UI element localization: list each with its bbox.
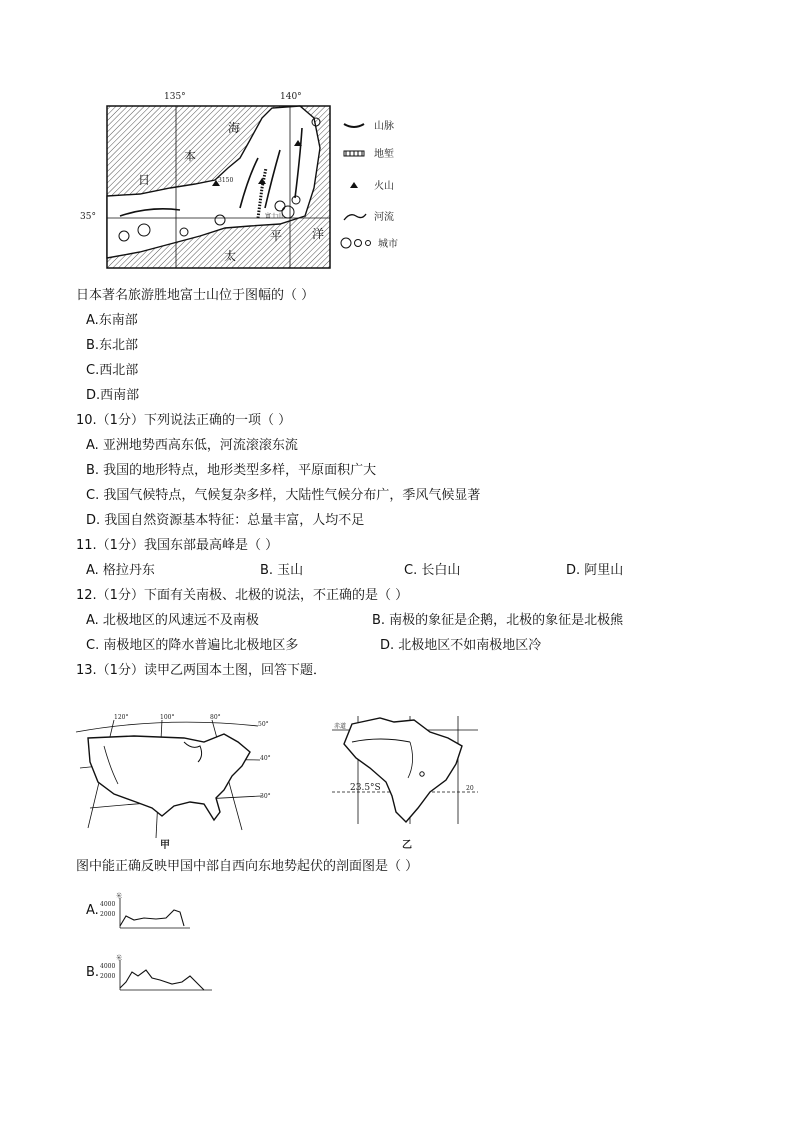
legend-label: 山脉 bbox=[374, 121, 394, 132]
q13-sub-stem: 图中能正确反映甲国中部自西向东地势起伏的剖面图是（ ） bbox=[76, 859, 419, 874]
q9-option-d[interactable]: D.西南部 bbox=[86, 388, 140, 403]
ocean-char: 洋 bbox=[312, 227, 325, 241]
q10-option-b[interactable]: B. 我国的地形特点，地形类型多样，平原面积广大 bbox=[86, 463, 377, 478]
profile-line bbox=[120, 910, 184, 926]
q9-stem: 日本著名旅游胜地富士山位于图幅的（ ） bbox=[76, 288, 315, 303]
q10-option-c[interactable]: C. 我国气候特点，气候复杂多样，大陆性气候分布广，季风气候显著 bbox=[86, 488, 481, 503]
q9-option-a[interactable]: A.东南部 bbox=[86, 313, 138, 328]
q12-stem: 12.（1分）下面有关南极、北极的说法，不正确的是（ ） bbox=[76, 588, 409, 603]
q9-option-b[interactable]: B.东北部 bbox=[86, 338, 139, 353]
map-yi-label: 乙 bbox=[402, 840, 412, 851]
q11-stem: 11.（1分）我国东部最高峰是（ ） bbox=[76, 538, 279, 553]
q10-stem: 10.（1分）下列说法正确的一项（ ） bbox=[76, 413, 292, 428]
q12-option-a[interactable]: A. 北极地区的风速远不及南极 bbox=[86, 613, 259, 628]
map-yi bbox=[330, 712, 480, 852]
country-outline-jia bbox=[88, 734, 250, 820]
map-jia-tick: 40° bbox=[260, 755, 271, 762]
legend-mountain-icon bbox=[344, 124, 364, 127]
ocean-char: 太 bbox=[224, 249, 237, 263]
map-jia-tick: 30° bbox=[260, 793, 271, 800]
profile-tick: 2000 bbox=[100, 973, 116, 980]
legend-river-icon bbox=[344, 214, 366, 220]
profile-option-a[interactable]: A. bbox=[86, 903, 99, 918]
map-jia-tick: 50° bbox=[258, 721, 269, 728]
map-yi-tick: 20 bbox=[466, 785, 474, 792]
q10-option-a[interactable]: A. 亚洲地势西高东低，河流滚滚东流 bbox=[86, 438, 298, 453]
profile-unit: 米 bbox=[116, 955, 123, 962]
profile-unit: 米 bbox=[116, 893, 123, 900]
map-yi-tick: 23.5°S bbox=[350, 783, 381, 793]
map-jia bbox=[74, 712, 274, 852]
profile-tick: 4000 bbox=[100, 963, 116, 970]
sea-char: 本 bbox=[184, 149, 197, 163]
country-outline-yi bbox=[344, 718, 462, 822]
ocean-char: 平 bbox=[270, 229, 283, 243]
peak-label: 3150 bbox=[218, 177, 234, 184]
legend-label: 地堑 bbox=[374, 149, 394, 160]
legend-label: 河流 bbox=[374, 212, 394, 223]
q11-option-b[interactable]: B. 玉山 bbox=[260, 563, 304, 578]
legend-label: 城市 bbox=[378, 239, 398, 250]
profile-tick: 2000 bbox=[100, 911, 116, 918]
sea-char: 海 bbox=[228, 121, 241, 135]
japan-map-figure bbox=[80, 88, 420, 274]
q11-option-a[interactable]: A. 格拉丹东 bbox=[86, 563, 155, 578]
profile-line bbox=[120, 970, 204, 990]
q10-option-d[interactable]: D. 我国自然资源基本特征：总量丰富，人均不足 bbox=[86, 513, 365, 528]
q11-option-c[interactable]: C. 长白山 bbox=[404, 563, 461, 578]
legend-city-icon bbox=[355, 240, 362, 247]
q9-option-c[interactable]: C.西北部 bbox=[86, 363, 139, 378]
legend-label: 火山 bbox=[374, 181, 394, 192]
profile-a[interactable] bbox=[100, 892, 200, 932]
q13-stem: 13.（1分）读甲乙两国本土图，回答下题． bbox=[76, 663, 326, 678]
q12-option-b[interactable]: B. 南极的象征是企鹅，北极的象征是北极熊 bbox=[372, 613, 624, 628]
legend-city-icon bbox=[366, 241, 371, 246]
legend-volcano-icon bbox=[350, 182, 358, 188]
parallel bbox=[76, 722, 258, 732]
lat-35-label: 35° bbox=[80, 212, 96, 222]
fuji-label: 富士山 bbox=[265, 213, 284, 220]
lon-140-label: 140° bbox=[280, 92, 302, 102]
map-jia-tick: 80° bbox=[210, 714, 221, 721]
q11-option-d[interactable]: D. 阿里山 bbox=[566, 563, 624, 578]
profile-b[interactable] bbox=[100, 954, 220, 994]
profile-tick: 4000 bbox=[100, 901, 116, 908]
lon-135-label: 135° bbox=[164, 92, 186, 102]
map-jia-label: 甲 bbox=[160, 840, 170, 851]
sea-char: 日 bbox=[138, 173, 151, 187]
map-yi-tick: 赤道 bbox=[334, 723, 347, 730]
q12-option-c[interactable]: C. 南极地区的降水普遍比北极地区多 bbox=[86, 638, 299, 653]
legend-city-icon bbox=[341, 238, 351, 248]
profile-option-b[interactable]: B. bbox=[86, 965, 100, 980]
map-jia-tick: 120° bbox=[114, 714, 129, 721]
map-jia-tick: 100° bbox=[160, 714, 175, 721]
q12-option-d[interactable]: D. 北极地区不如南极地区冷 bbox=[380, 638, 542, 653]
